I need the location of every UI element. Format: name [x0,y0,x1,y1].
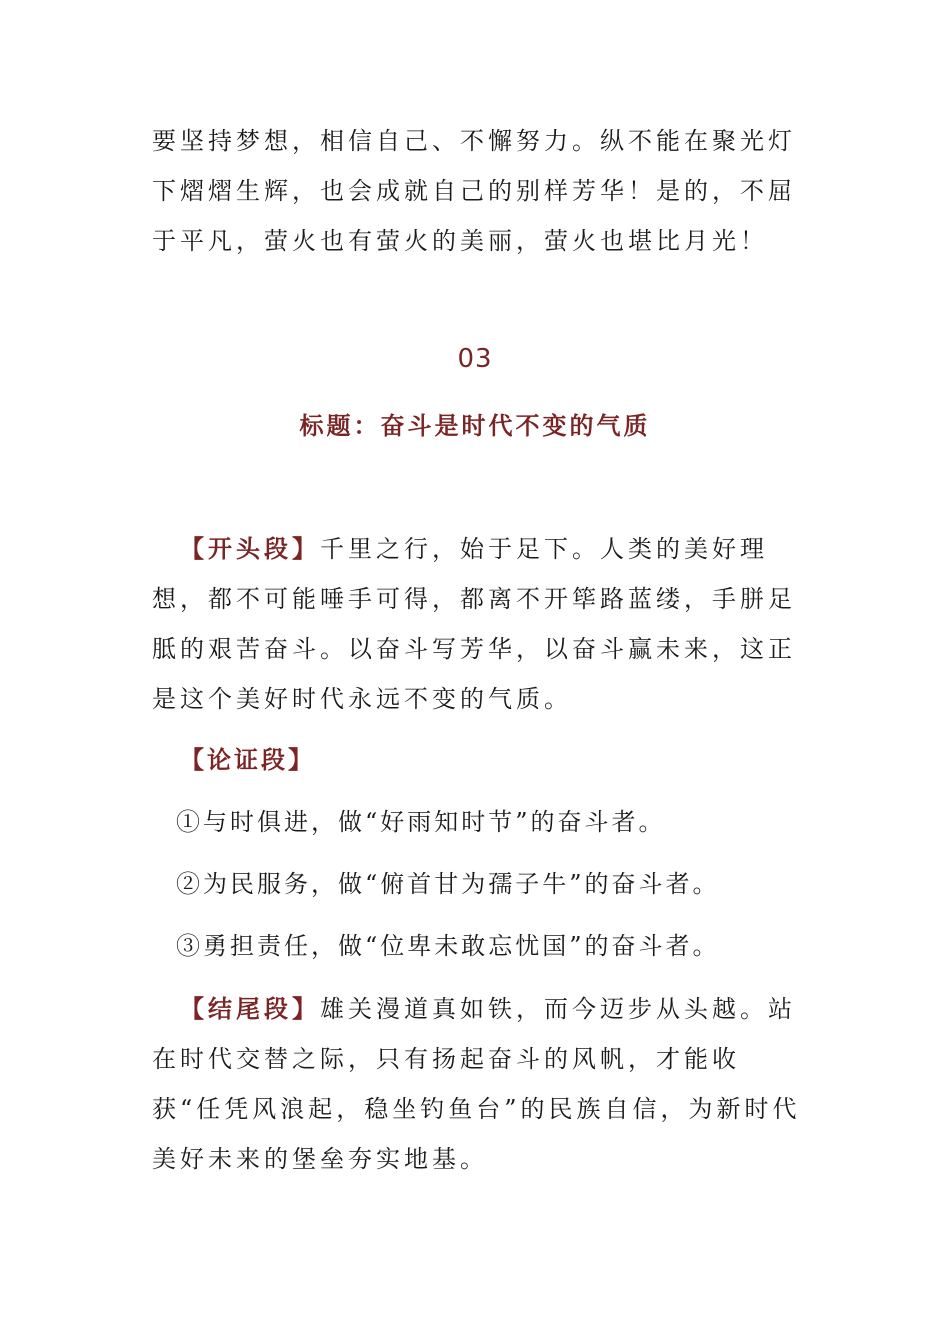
section-title: 标题：奋斗是时代不变的气质 [299,412,651,440]
argument-point-2: ②为民服务，做“俯首甘为孺子牛”的奋斗者。 [176,870,720,898]
closing-paragraph [152,984,812,1184]
section-number: 03 [457,344,493,374]
opening-text: 千里之行，始于足下。人类的美好理想，都不可能唾手可得，都离不开筚路蓝缕，手胼足胝的艰苦奋斗。以奋斗写芳华，以奋斗赢未来，这正是这个美好时代永远不变的气质。 [152,535,796,713]
argument-point-1: ①与时俱进，做“好雨知时节”的奋斗者。 [176,808,666,836]
closing-label: 【结尾段】 [180,995,320,1023]
closing-text: 雄关漫道真如铁，而今迈步从头越。站在时代交替之际，只有扬起奋斗的风帆，才能收获“任凭风浪起，稳坐钓鱼台”的民族自信，为新时代美好未来的堡垒夯实地基。 [152,995,801,1173]
argument-point-3: ③勇担责任，做“位卑未敢忘忧国”的奋斗者。 [176,932,720,960]
opening-paragraph [152,524,812,724]
argument-label: 【论证段】 [180,746,315,774]
intro-paragraph: 要坚持梦想，相信自己、不懈努力。纵不能在聚光灯下熠熠生辉，也会成就自己的别样芳华！是的，不屈于平凡，萤火也有萤火的美丽，萤火也堪比月光！ [152,127,796,255]
opening-label: 【开头段】 [180,535,320,563]
